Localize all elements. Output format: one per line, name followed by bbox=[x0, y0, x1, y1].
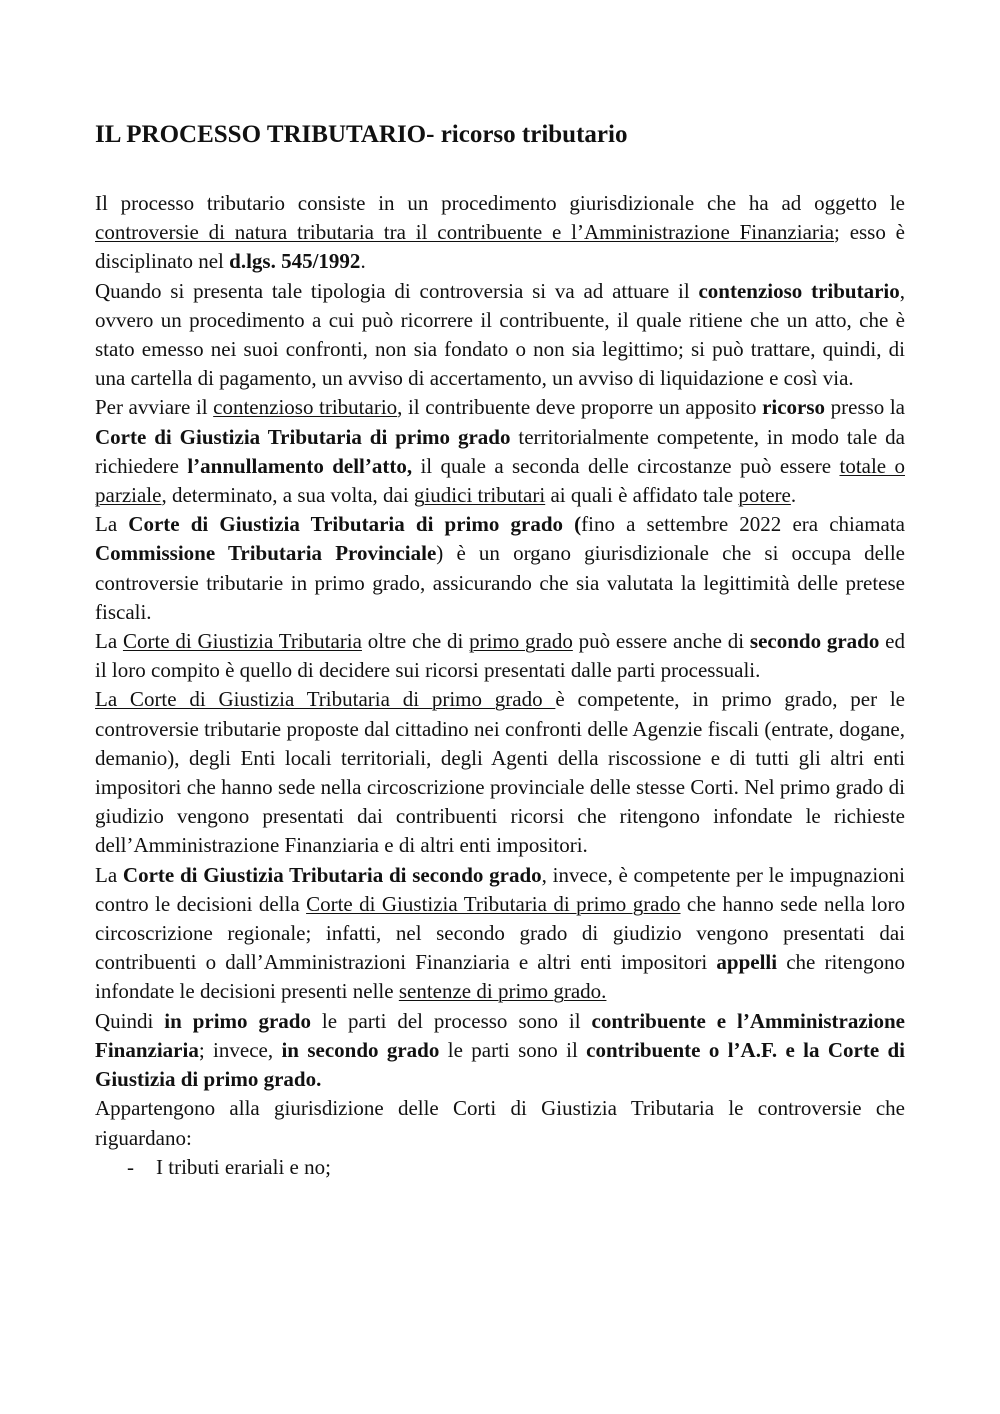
bold-text: l’annullamento dell’atto, bbox=[187, 453, 413, 478]
document-title: IL PROCESSO TRIBUTARIO- ricorso tributario bbox=[95, 121, 628, 148]
bold-text: in secondo grado bbox=[281, 1037, 440, 1062]
bold-text: d.lgs. 545/1992 bbox=[229, 249, 361, 274]
paragraph-intro: Il processo tributario consiste in un procedimento giurisdizionale che ha ad oggetto le controversie di natura tributaria tra il contribuente e l’Amministrazione Finanziaria; esso è disciplinato nel d.lgs. 545/1992. bbox=[95, 191, 905, 274]
underlined-text: sentenze di primo grado. bbox=[398, 979, 607, 1004]
bold-text: ricorso bbox=[762, 395, 826, 420]
bold-text: contenzioso tributario bbox=[698, 278, 900, 303]
bold-text: Corte di Giustizia Tributaria di primo grado bbox=[95, 424, 511, 449]
paragraph-contenzioso: Quando si presenta tale tipologia di controversia si va ad attuare il contenzioso tributario, ovvero un procedimento a cui può ricorrere il contribuente, il quale ritiene che un atto, che è stato emesso nei suoi confronti, non sia fondato o non sia legittimo; si può trattare, quindi, di una cartella di pagamento, un avviso di accertamento, un avviso di liquidazione e così via. bbox=[95, 278, 905, 391]
paragraph-giurisdizione: Appartengono alla giurisdizione delle Corti di Giustizia Tributaria le controversie che riguardano: bbox=[95, 1096, 905, 1150]
dash-marker: - bbox=[127, 1154, 134, 1179]
underlined-text: Corte di Giustizia Tributaria bbox=[122, 629, 362, 654]
paragraph-ricorso: Per avviare il contenzioso tributario, il contribuente deve proporre un apposito ricorso presso la Corte di Giustizia Tributaria di primo grado territorialmente competente, in modo tale da richiedere l’annullamento dell’atto, il quale a seconda delle circostanze può essere totale o parziale, determinato, a sua volta, dai giudici tributari ai quali è affidato tale potere. bbox=[95, 395, 905, 508]
bold-text: secondo grado bbox=[749, 629, 880, 654]
paragraph-gradi: La Corte di Giustizia Tributaria oltre che di primo grado può essere anche di secondo grado ed il loro compito è quello di decidere sui ricorsi presentati dalle parti processuali. bbox=[95, 629, 905, 683]
underlined-text: contenzioso tributario bbox=[213, 395, 398, 420]
dash-list bbox=[95, 1153, 905, 1182]
underlined-text: La Corte di Giustizia Tributaria di primo grado bbox=[95, 687, 556, 712]
bold-text: contribuente e l’Amministrazione Finanziaria bbox=[95, 1008, 905, 1062]
paragraph-secondo-grado: La Corte di Giustizia Tributaria di secondo grado, invece, è competente per le impugnazioni contro le decisioni della Corte di Giustizia Tributaria di primo grado che hanno sede nella loro circoscrizione regionale; infatti, nel secondo grado di giudizio vengono presentati dai contribuenti o dall’Amministrazioni Finanziaria e altri enti impositori appelli che ritengono infondate le decisioni presenti nelle sentenze di primo grado. bbox=[95, 862, 905, 1004]
document-page bbox=[95, 118, 905, 1182]
paragraph-parti: Quindi in primo grado le parti del processo sono il contribuente e l’Amministrazione Finanziaria; invece, in secondo grado le parti sono il contribuente o l’A.F. e la Corte di Giustizia di primo grado. bbox=[95, 1008, 906, 1092]
underlined-text: giudici tributari bbox=[413, 483, 546, 508]
paragraph-corte-primo-grado: La Corte di Giustizia Tributaria di primo grado (fino a settembre 2022 era chiamata Commissione Tributaria Provinciale) è un organo giurisdizionale che si occupa delle controversie tributarie in primo grado, assicurando che sia valutata la legittimità delle pretese fiscali. bbox=[95, 512, 905, 624]
bold-text: Corte di Giustizia Tributaria di primo grado ( bbox=[128, 512, 582, 537]
bold-text: Commissione Tributaria Provinciale bbox=[95, 541, 437, 566]
list-item bbox=[127, 1153, 905, 1182]
bold-text: Corte di Giustizia Tributaria di secondo grado bbox=[122, 862, 542, 887]
underlined-text: primo grado bbox=[469, 629, 573, 654]
bold-text: appelli bbox=[716, 950, 778, 975]
underlined-text: controversie di natura tributaria tra il contribuente e l’Amministrazione Finanziaria bbox=[95, 220, 835, 245]
paragraph-competenza-primo-grado: La Corte di Giustizia Tributaria di primo grado è competente, in primo grado, per le controversie tributarie proposte dal cittadino nei confronti delle Agenzie fiscali (entrate, dogane, demanio), degli Enti locali territoriali, degli Agenti della riscossione e di tutti gli altri enti impositori che hanno sede nella circoscrizione provinciale delle stesse Corti. Nel primo grado di giudizio vengono presentati dai contribuenti ricorsi che ritengono infondate le richieste dell’Amministrazione Finanziaria e di altri enti impositori. bbox=[95, 687, 906, 858]
bold-text: contribuente o l’A.F. e la Corte di Giustizia di primo grado. bbox=[95, 1037, 906, 1092]
bold-text: in primo grado bbox=[164, 1008, 311, 1033]
underlined-text: Corte di Giustizia Tributaria di primo grado bbox=[306, 891, 681, 916]
underlined-text: totale o parziale bbox=[95, 453, 905, 508]
underlined-text: potere bbox=[738, 483, 791, 508]
list-item-text: I tributi erariali e no; bbox=[156, 1154, 331, 1179]
